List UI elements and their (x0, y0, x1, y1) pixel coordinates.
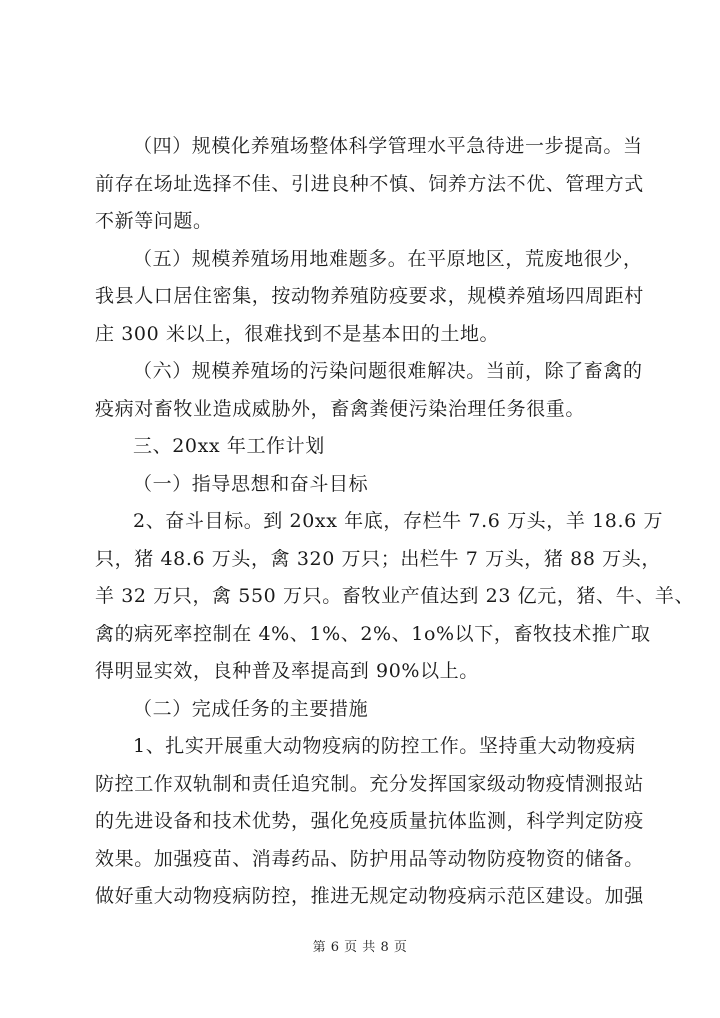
section-heading-work-plan (95, 428, 645, 466)
text-line: （六）规模养殖场的污染问题很难解决。当前，除了畜禽的 (133, 360, 643, 382)
paragraph-goals (95, 503, 695, 691)
text-line: （四）规模化养殖场整体科学管理水平急待进一步提高。当 (133, 135, 643, 157)
text-line: 疫病对畜牧业造成威胁外，畜禽粪便污染治理任务很重。 (95, 397, 586, 420)
text-line: 得明显实效，良种普及率提高到 90%以上。 (95, 660, 479, 682)
subsection-heading-guiding-ideas (95, 466, 645, 504)
page-number-footer: 第 6 页 共 8 页 (312, 940, 408, 955)
paragraph-measure-1 (95, 728, 645, 916)
paragraph-problem-5 (95, 241, 645, 354)
text-line: 的先进设备和技术优势，强化免疫质量抗体监测，科学判定防疫 (95, 810, 644, 832)
text-line: 2、奋斗目标。到 20xx 年底，存栏牛 7.6 万头，羊 18.6 万 (133, 510, 664, 532)
text-line: （五）规模养殖场用地难题多。在平原地区，荒废地很少， (133, 247, 643, 270)
text-line: 我县人口居住密集，按动物养殖防疫要求，规模养殖场四周距村 (95, 285, 644, 307)
paragraph-problem-6 (95, 353, 645, 428)
document-body (95, 128, 695, 916)
text-line: 只，猪 48.6 万头，禽 320 万只；出栏牛 7 万头，猪 88 万头， (95, 547, 661, 570)
heading-line: 三、20xx 年工作计划 (133, 435, 325, 457)
text-line: 防控工作双轨制和责任追究制。充分发挥国家级动物疫情测报站 (95, 772, 644, 795)
paragraph-problem-4 (95, 128, 645, 241)
heading-line: （一）指导思想和奋斗目标 (133, 472, 369, 495)
subsection-heading-main-measures (95, 691, 645, 729)
heading-line: （二）完成任务的主要措施 (133, 697, 369, 720)
text-line: 前存在场址选择不佳、引进良种不慎、饲养方法不优、管理方式 (95, 172, 644, 195)
text-line: 不新等问题。 (95, 210, 213, 232)
text-line: 效果。加强疫苗、消毒药品、防护用品等动物防疫物资的储备。 (95, 847, 644, 870)
text-line: 羊 32 万只，禽 550 万只。畜牧业产值达到 23 亿元，猪、牛、羊、 (95, 585, 695, 607)
text-line: 1、扎实开展重大动物疫病的防控工作。坚持重大动物疫病 (133, 735, 636, 757)
text-line: 庄 300 米以上，很难找到不是基本田的土地。 (95, 322, 500, 345)
text-line: 做好重大动物疫病防控，推进无规定动物疫病示范区建设。加强 (95, 885, 644, 907)
text-line: 禽的病死率控制在 4%、1%、2%、1o%以下，畜牧技术推广取 (95, 622, 651, 645)
